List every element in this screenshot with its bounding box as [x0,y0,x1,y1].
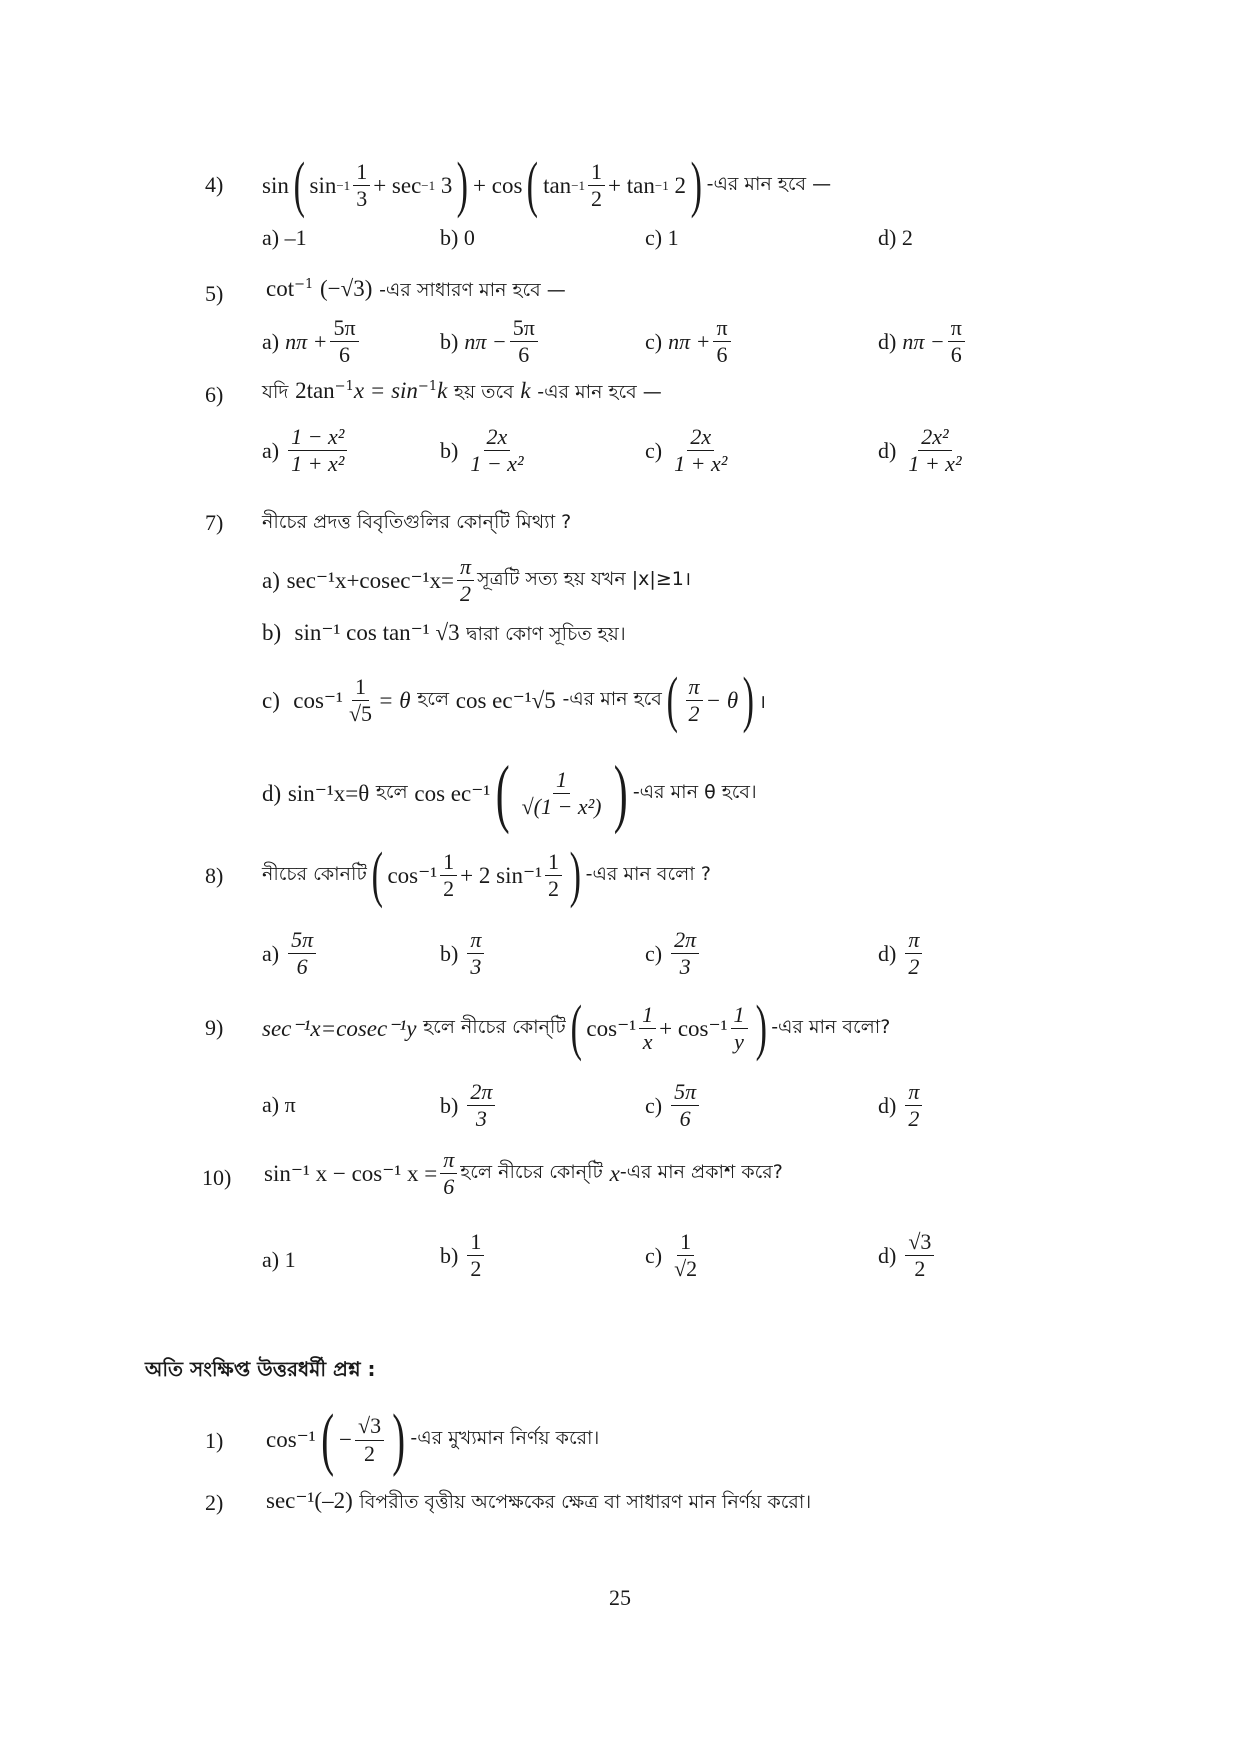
q10-option-b [440,1230,487,1281]
q5-label-b: b) [440,328,459,354]
page-number: 25 [609,1585,631,1610]
q8-option-a [262,928,319,979]
q9-mid: হলে নীচের কোন্‌টি [423,1015,566,1038]
q7-d-paren-close: ) [613,751,628,835]
q4-sin: sin [262,172,289,198]
q5-option-a [262,316,362,367]
q8-e1: cos⁻¹ [387,862,438,888]
q4-option-c: c) 1 [645,225,679,250]
q4-three: 3 [440,172,453,198]
q7-c-ptail: − θ [705,687,739,713]
q7-c-expr2: cos ec⁻¹√5 [455,687,556,713]
q10-tail: হলে নীচের কোন্‌টি [460,1160,603,1183]
q8-frac-a: $\frac{5\pi}{6}$ [288,928,316,979]
q5-sup: −1 [294,277,314,292]
q6-label-c: c) [645,437,663,463]
q9-option-a: a) π [262,1092,296,1117]
q9-frac-b: $\frac{2\pi}{3}$ [467,1080,495,1131]
q7-c-mid: = θ [378,687,411,713]
q10-expression [264,1148,783,1199]
q6-expression [262,378,662,410]
s2-number: 2) [205,1490,224,1515]
q4-sin2: sin [309,172,337,198]
q9-number: 9) [205,1015,224,1040]
s2-expr: sec⁻¹(–2) [266,1488,353,1513]
q9-label-b: b) [440,1092,459,1118]
q4-sup3: −1 [571,177,586,193]
q7-c-end: । [758,690,766,713]
q7-c-frac: $\frac{1}{√5}$ [348,673,373,726]
q4-option-d: d) 2 [878,225,913,250]
q10-x: x [609,1160,620,1186]
s2-tail: বিপরীত বৃত্তীয় অপেক্ষকের ক্ষেত্র বা সাধারণ মান নির্ণয় করো। [359,1491,812,1513]
q8-label-d: d) [878,940,897,966]
q10-tail2: -এর মান প্রকাশ করে? [619,1160,783,1183]
q5-prefix-c: nπ + [668,328,711,354]
q7-statement-c [262,665,766,736]
q8-frac-b: $\frac{\pi}{3}$ [467,928,484,979]
q6-option-b [440,425,530,476]
q4-sup4: −1 [654,177,669,193]
q5-frac-d: $\frac{\pi}{6}$ [948,316,965,367]
q7-d-label: d) [262,780,282,806]
q5-tail: -এর সাধারণ মান হবে — [379,279,566,301]
q5-arg: (−√3) [319,276,373,301]
s1-expr: cos⁻¹ [266,1427,316,1452]
q7-d-tail: -এর মান θ হবে। [632,780,757,803]
q6-tan: 2tan [295,378,335,403]
q5-number: 5) [205,281,224,306]
q9-option-d [878,1080,925,1131]
q7-a-expr: sec⁻¹x+cosec⁻¹x= [286,567,455,593]
q5-option-d [878,316,968,367]
q8-paren-close: ) [569,841,582,909]
q8-paren-open: ( [371,841,383,909]
q9-paren-open: ( [570,994,582,1062]
q8-expression [262,840,711,911]
q7-text: নীচের প্রদত্ত বিবৃতিগুলির কোন্‌টি মিথ্যা ? [262,511,572,533]
q7-c-mid2: হলে [417,687,450,710]
s1-neg: − [339,1427,352,1452]
q7-a-tail: সূত্রটি সত্য হয় যখন |x|≥1। [477,567,692,590]
q10-label-b: b) [440,1242,459,1268]
q8-frac-c: $\frac{2\pi}{3}$ [671,928,699,979]
q9-e1: cos⁻¹ [586,1015,637,1041]
q5-prefix-d: nπ − [902,328,945,354]
s1-frac: $\frac{√3}{2}$ [355,1414,384,1465]
q4-number: 4) [205,172,224,197]
q9-expression [262,993,890,1064]
q10-expr: sin⁻¹ x − cos⁻¹ x = [264,1160,438,1186]
q10-option-c [645,1230,703,1281]
q6-frac-b: $\frac{2x}{\text{1 − x²}}$ [470,424,524,477]
q10-frac-b: $\frac{1}{2}$ [467,1230,484,1281]
q7-c-expr: cos⁻¹ [293,687,343,713]
q6-tail3: -এর মান হবে — [537,381,662,403]
q6-frac-d: $\frac{\text{2x²}}{\text{1 + x²}}$ [908,424,962,477]
s1-number: 1) [205,1428,224,1453]
q4-two: 2 [674,172,686,198]
q7-c-pfrac: $\frac{\pi}{2}$ [686,675,703,726]
q9-pre: sec⁻¹x=cosec⁻¹y [262,1015,417,1041]
q7-statement-d [262,750,757,837]
q8-option-c [645,928,702,979]
q10-label-d: d) [878,1242,897,1268]
q6-frac-a: $\frac{\text{1 − x²}}{\text{1 + x²}}$ [288,425,347,476]
q5-frac-a: $\frac{5\pi}{6}$ [330,316,358,367]
q4-paren-open2: ( [527,151,539,219]
q4-paren-close: ) [457,151,469,219]
s1-paren-open: ( [320,1401,334,1478]
q7-c-label: c) [262,687,280,713]
q5-label-c: c) [645,328,663,354]
q6-sup1: −1 [334,379,354,394]
q7-d-paren-open: ( [495,751,510,835]
q7-b-expr: sin⁻¹ cos tan⁻¹ √3 [294,620,460,645]
q8-number: 8) [205,863,224,888]
section-heading: অতি সংক্ষিপ্ত উত্তরধর্মী প্রশ্ন : [145,1357,376,1381]
q4-frac1: $\frac{1}{3}$ [353,160,370,211]
q5-label-d: d) [878,328,897,354]
q10-frac-d: $\frac{√3}{2}$ [905,1230,934,1281]
q7-c-paren-close: ) [742,666,755,734]
q7-d-frac: $\frac{1}{\text{√(1 − x²)}}$ [521,766,602,819]
q8-label-b: b) [440,940,459,966]
q4-option-a: a) –1 [262,225,307,250]
q6-frac-c: $\frac{2x}{\text{1 + x²}}$ [674,424,728,477]
q6-mid: x = sin [353,378,418,403]
q4-option-b: b) 0 [440,225,475,250]
q10-frac: $\frac{\pi}{6}$ [440,1148,457,1199]
q4-expression [262,150,831,221]
q4-paren-close2: ) [690,151,702,219]
s1-tail: -এর মুখ্যমান নির্ণয় করো। [410,1427,600,1449]
s1-expression [266,1400,599,1480]
s2-expression [266,1488,811,1520]
q5-cot: cot [266,276,295,301]
q5-option-b [440,316,541,367]
q6-tail1: হয় তবে [454,381,514,403]
q7-b-label: b) [262,620,282,645]
q6-option-d [878,425,968,476]
q8-frac-d: $\frac{\pi}{2}$ [905,928,922,979]
q4-sec: + sec [373,172,422,198]
q8-tail: -এর মান বলো ? [585,862,711,885]
q8-frac2: $\frac{1}{2}$ [545,850,562,901]
q9-frac1: $\frac{1}{x}$ [639,1003,656,1054]
q4-paren-open: ( [293,151,305,219]
q9-frac-c: $\frac{5\pi}{6}$ [671,1080,699,1131]
q8-label-a: a) [262,940,280,966]
q5-label-a: a) [262,328,280,354]
q5-prefix-b: nπ − [464,328,507,354]
q10-frac-c: $\frac{1}{√2}$ [674,1229,698,1282]
q4-cos: + cos [473,172,523,198]
q7-b-tail: দ্বারা কোণ সূচিত হয়। [466,623,626,645]
q7-a-label: a) [262,567,280,593]
s1-paren-close: ) [392,1401,406,1478]
q8-option-b [440,928,487,979]
q6-label-b: b) [440,437,459,463]
q10-option-a: a) 1 [262,1247,296,1272]
q7-a-frac: $\frac{\pi}{2}$ [457,555,474,606]
q9-frac-d: $\frac{\pi}{2}$ [905,1080,922,1131]
q6-k: k [437,378,448,403]
q7-d-expr2: cos ec⁻¹ [414,780,491,806]
q5-option-c [645,316,734,367]
q10-number: 10) [202,1165,232,1190]
q7-statement-a [262,555,691,606]
q9-e2: + cos⁻¹ [659,1015,728,1041]
q5-prefix-a: nπ + [285,328,328,354]
q4-frac2: $\frac{1}{2}$ [588,160,605,211]
q8-option-d [878,928,925,979]
q4-tail: -এর মান হবে — [706,172,832,195]
q6-pre: যদি [262,381,289,403]
q6-sup2: −1 [417,379,438,394]
q5-frac-b: $\frac{5\pi}{6}$ [510,316,538,367]
q10-label-c: c) [645,1242,663,1268]
q6-label-a: a) [262,437,280,463]
q5-frac-c: $\frac{\pi}{6}$ [713,316,730,367]
q4-tan2: + tan [608,172,655,198]
q5-expression [266,276,566,308]
q4-sup1: −1 [336,177,351,193]
q7-number: 7) [205,510,224,535]
q7-statement-b [262,620,626,652]
q6-option-a [262,425,350,476]
q9-label-d: d) [878,1092,897,1118]
q4-sup2: −1 [421,177,436,193]
q4-tan: tan [543,172,572,198]
q8-pre: নীচের কোনটি [262,862,367,885]
q6-option-c [645,425,733,476]
q7-d-mid: হলে [375,780,408,803]
q10-option-d [878,1230,937,1281]
q9-option-b [440,1080,498,1131]
q9-label-c: c) [645,1092,663,1118]
q9-option-c [645,1080,702,1131]
q9-tail: -এর মান বলো? [771,1015,891,1038]
q6-label-d: d) [878,437,897,463]
q6-number: 6) [205,382,224,407]
q9-paren-close: ) [755,994,767,1062]
q8-frac1: $\frac{1}{2}$ [440,850,457,901]
q7-c-tail: -এর মান হবে [562,687,662,710]
q6-k2: k [520,378,531,403]
q7-d-expr: sin⁻¹x=θ [287,780,370,806]
q9-frac2: $\frac{1}{y}$ [731,1003,748,1054]
q8-e2: + 2 sin⁻¹ [460,862,543,888]
q8-label-c: c) [645,940,663,966]
q7-c-paren-open: ( [666,666,678,734]
